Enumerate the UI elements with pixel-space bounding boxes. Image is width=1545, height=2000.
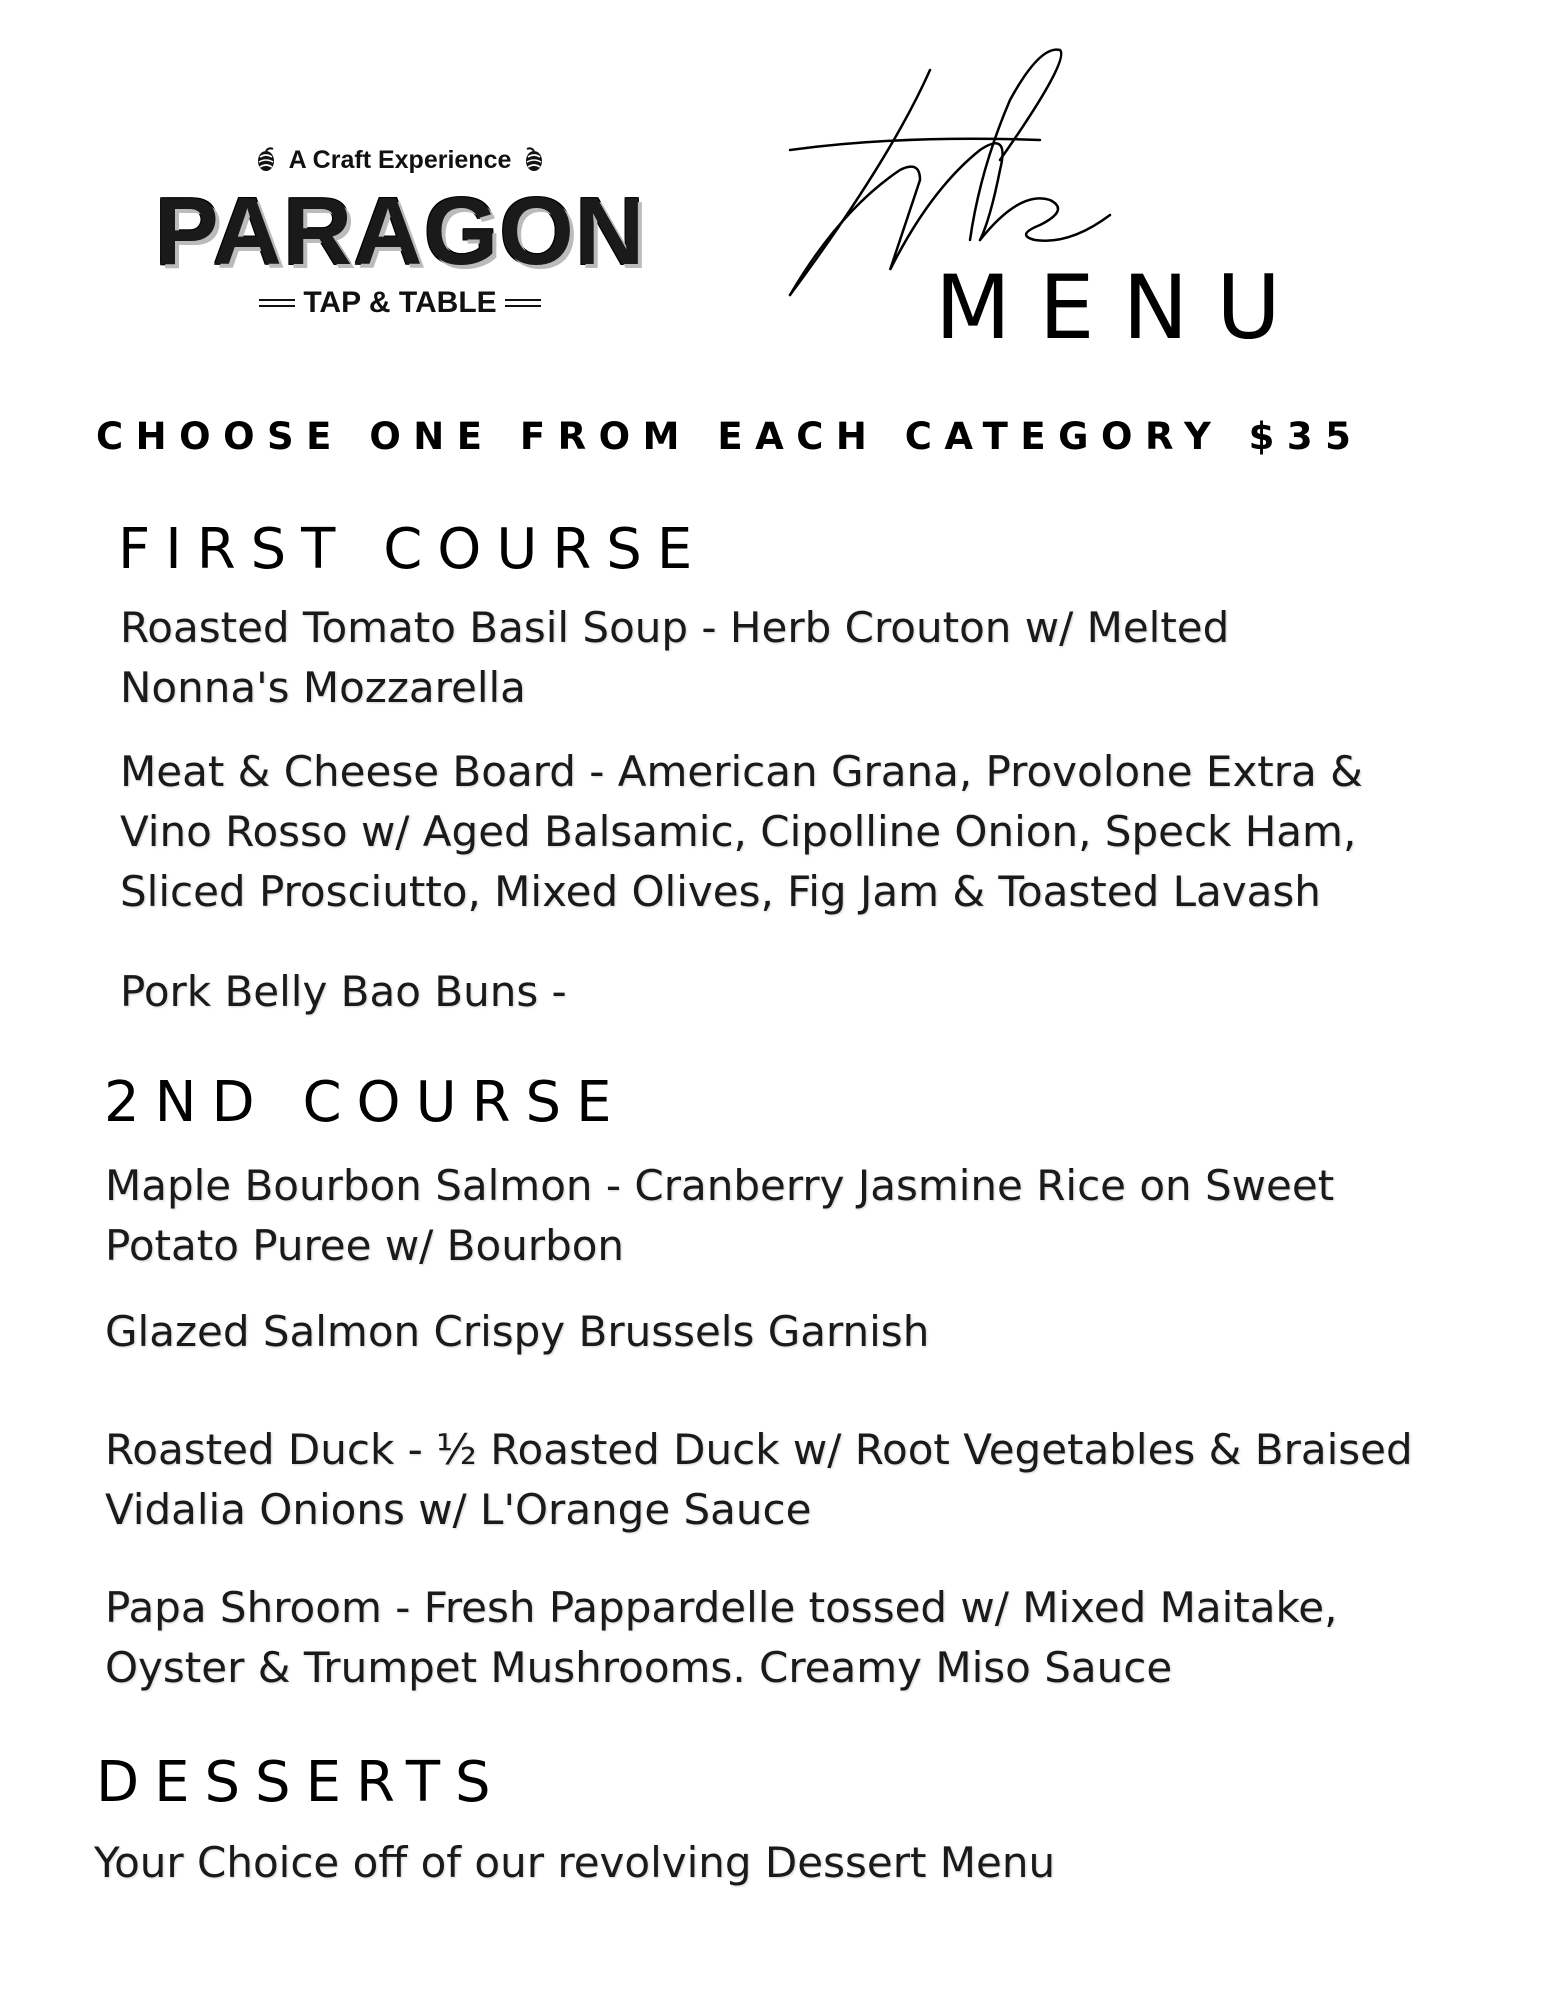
menu-item-line: Vino Rosso w/ Aged Balsamic, Cipolline Onion, Speck Ham,: [120, 807, 1357, 856]
menu-item: [105, 1578, 1525, 1698]
menu-item-line: Meat & Cheese Board - American Grana, Provolone Extra &: [120, 747, 1363, 796]
menu-item: [120, 962, 1540, 1022]
menu-item-line: Roasted Tomato Basil Soup - Herb Crouton w/ Melted: [120, 603, 1230, 652]
menu-item-line: Your Choice off of our revolving Dessert Menu: [94, 1838, 1056, 1887]
menu-item-line: Potato Puree w/ Bourbon: [105, 1221, 625, 1270]
hop-icon: [253, 147, 279, 173]
paragon-logo: [150, 140, 650, 340]
menu-title: MENU: [935, 256, 1309, 359]
section-heading-second-course: 2ND COURSE: [104, 1070, 627, 1135]
menu-item: [120, 598, 1540, 718]
logo-tagline-row: [150, 140, 650, 180]
menu-item-line: Nonna's Mozzarella: [120, 663, 526, 712]
hop-icon: [521, 147, 547, 173]
menu-item: [120, 742, 1540, 922]
menu-item-line: Sliced Prosciutto, Mixed Olives, Fig Jam & Toasted Lavash: [120, 867, 1321, 916]
menu-item-line: Vidalia Onions w/ L'Orange Sauce: [105, 1485, 812, 1534]
menu-item-line: Maple Bourbon Salmon - Cranberry Jasmine Rice on Sweet: [105, 1161, 1335, 1210]
section-heading-first-course: FIRST COURSE: [118, 517, 708, 582]
divider-lines-icon: [259, 296, 295, 310]
menu-item: [105, 1420, 1525, 1540]
logo-subtitle: TAP & TABLE: [303, 286, 497, 319]
menu-item-line: Papa Shroom - Fresh Pappardelle tossed w/ Mixed Maitake,: [105, 1583, 1338, 1632]
menu-item-line: Pork Belly Bao Buns -: [120, 967, 567, 1016]
menu-item: [105, 1302, 1525, 1362]
menu-item: [94, 1833, 1514, 1893]
instruction-text: CHOOSE ONE FROM EACH CATEGORY $35: [96, 415, 1364, 458]
logo-brand: PARAGON: [154, 178, 646, 285]
section-heading-desserts: DESSERTS: [96, 1750, 506, 1815]
menu-item-line: Glazed Salmon Crispy Brussels Garnish: [105, 1307, 930, 1356]
menu-item: [105, 1156, 1525, 1276]
logo-subtitle-row: [150, 286, 650, 320]
divider-lines-icon: [505, 296, 541, 310]
logo-tagline: A Craft Experience: [288, 145, 512, 174]
menu-item-line: Oyster & Trumpet Mushrooms. Creamy Miso Sauce: [105, 1643, 1173, 1692]
menu-item-line: Roasted Duck - ½ Roasted Duck w/ Root Vegetables & Braised: [105, 1425, 1413, 1474]
